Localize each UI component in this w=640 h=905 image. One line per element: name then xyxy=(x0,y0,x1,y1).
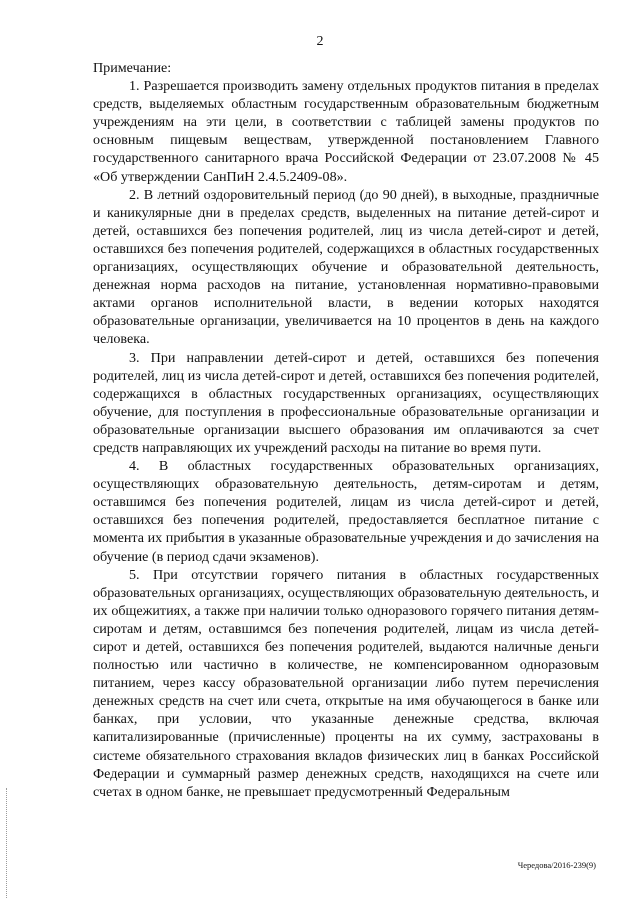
document-body xyxy=(93,59,599,801)
paragraph-5: 5. При отсутствии горячего питания в областных государственных образовательных организациях, осуществляющих образовательную деятельность, и их общежитиях, а также при наличии только одноразового горячего питания детям-сиротам и детям, оставшимся без попечения родителей, лицам из числа детей-сирот и детей, оставшихся без попечения родителей, выдаются наличные деньги полностью или частично в количестве, не компенсированном одноразовым питанием, через кассу образовательной организации либо путем перечисления денежных средств на счет или счета, открытые на имя обучающегося в банке или банках, при условии, что указанные денежные средства, включая капитализированные (причисленные) проценты на их сумму, застрахованы в системе обязательного страхования вкладов физических лиц в банках Российской Федерации и суммарный размер денежных средств, находящихся на счете или счетах в одном банке, не превышает предусмотренный Федеральным xyxy=(93,566,599,800)
footer-document-code: Чередова/2016-239(9) xyxy=(517,860,596,870)
note-title: Примечание: xyxy=(93,60,172,76)
paragraph-3: 3. При направлении детей-сирот и детей, оставшихся без попечения родителей, лиц из числа детей-сирот и детей, оставшихся без попечения родителей, содержащихся в областных государственных организациях, осуществляющих обучение, для поступления в профессиональные образовательные организации и образовательные организации высшего образования им оплачиваются за счет средств направляющих их учреждений расходы на питание во время пути. xyxy=(93,349,599,456)
paragraph-1: 1. Разрешается производить замену отдельных продуктов питания в пределах средств, выделяемых областным государственным образовательным бюджетным учреждениям на эти цели, в соответствии с таблицей замены продуктов по основным пищевым веществам, утвержденной постановлением Главного государственного санитарного врача Российской Федерации от 23.07.2008 № 45 «Об утверждении СанПиН 2.4.5.2409-08». xyxy=(93,78,599,185)
paragraph-2: 2. В летний оздоровительный период (до 90 дней), в выходные, праздничные и каникулярные дни в пределах средств, выделенных на питание детей-сирот и детей, оставшихся без попечения родителей, лиц из числа детей-сирот и детей, оставшихся без попечения родителей, содержащихся в областных государственных организациях, осуществляющих обучение и образовательной деятельность, денежная норма расходов на питание, установленная нормативно-правовыми актами органов исполнительной власти, в ведении которых находятся образовательные организации, увеличивается на 10 процентов в день на каждого человека. xyxy=(93,186,599,348)
scan-margin-marks xyxy=(6,788,9,898)
paragraph-4: 4. В областных государственных образовательных организациях, осуществляющих образовательную деятельность, детям-сиротам и детям, оставшимся без попечения родителей, лицам из числа детей-сирот и детей, оставшихся без попечения родителей, предоставляется бесплатное питание с момента их прибытия в указанные образовательные учреждения и до зачисления на обучение (в период сдачи экзаменов). xyxy=(93,458,599,565)
page-number: 2 xyxy=(316,34,324,49)
